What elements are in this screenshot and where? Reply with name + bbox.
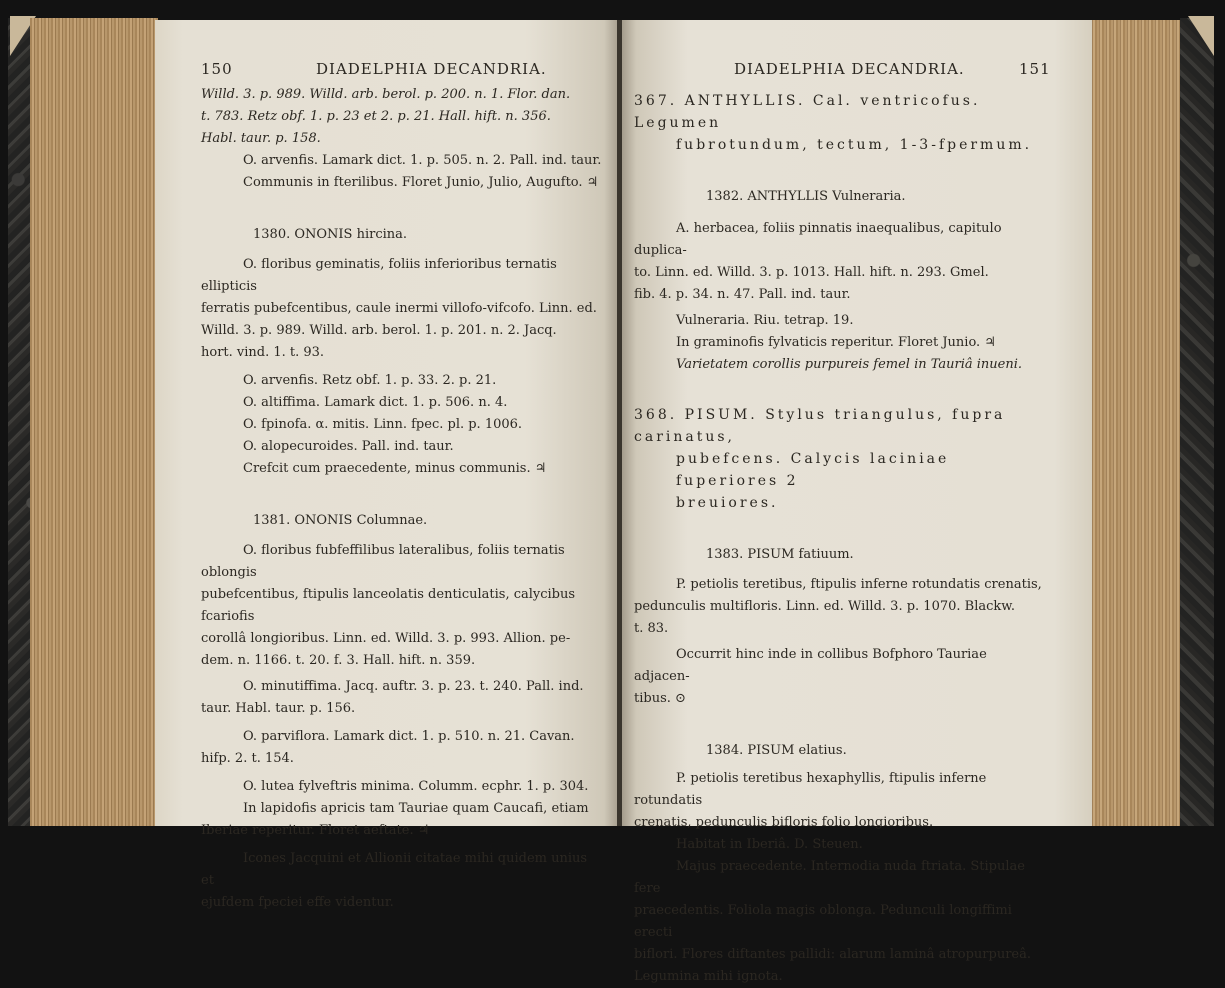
text-line: In lapidofis apricis tam Tauriae quam Caucafi, etiam xyxy=(243,801,589,816)
text-line: breuiores. xyxy=(676,495,779,511)
text-line: t. 783. Retz obf. 1. p. 23 et 2. p. 21. Hall. hift. n. 356. xyxy=(201,109,551,124)
right-page-block xyxy=(1090,20,1180,826)
text-line: O. parviflora. Lamark dict. 1. p. 510. n. 21. Cavan. xyxy=(243,729,575,744)
text-line: crenatis, pedunculis bifloris folio longioribus. xyxy=(634,815,934,830)
text-line: O. arvenfis. Retz obf. 1. p. 33. 2. p. 21. xyxy=(243,373,497,388)
text-line: t. 83. xyxy=(634,621,669,636)
text-line: Communis in fterilibus. Floret Junio, Julio, Augufto. ♃ xyxy=(243,175,599,190)
left-page-header xyxy=(201,58,603,84)
text-line: O. arvenfis. Lamark dict. 1. p. 505. n. 2. Pall. ind. taur. xyxy=(243,153,602,168)
species-heading: 1383. PISUM fatiuum. xyxy=(706,547,854,562)
running-head: DIADELPHIA DECANDRIA. xyxy=(734,60,965,78)
page-number: 150 xyxy=(201,60,233,78)
genus-heading: 368. PISUM. Stylus triangulus, fupra carinatus, xyxy=(634,407,1006,445)
species-heading: 1381. ONONIS Columnae. xyxy=(253,513,428,528)
text-line: O. floribus fubfeffilibus lateralibus, foliis ternatis oblongis xyxy=(201,543,565,580)
text-line: biflori. Flores diftantes pallidi: alarum laminâ atropurpureâ. xyxy=(634,947,1031,962)
text-line: to. Linn. ed. Willd. 3. p. 1013. Hall. hift. n. 293. Gmel. xyxy=(634,265,989,280)
text-line: Crefcit cum praecedente, minus communis. ♃ xyxy=(243,461,547,476)
text-line: Iberiae reperitur. Floret aeftate. ♃ xyxy=(201,823,430,838)
text-line: O. fpinofa. α. mitis. Linn. fpec. pl. p. 1006. xyxy=(243,417,523,432)
running-head: DIADELPHIA DECANDRIA. xyxy=(316,60,547,78)
left-page xyxy=(155,20,618,910)
text-line: P. petiolis teretibus hexaphyllis, ftipulis inferne rotundatis xyxy=(634,771,987,808)
text-line: Icones Jacquini et Allionii citatae mihi quidem unius et xyxy=(201,851,588,888)
right-page xyxy=(622,20,1092,984)
text-line: O. floribus geminatis, foliis inferioribus ternatis ellipticis xyxy=(201,257,557,294)
text-line: pedunculis multifloris. Linn. ed. Willd. 3. p. 1070. Blackw. xyxy=(634,599,1015,614)
right-page-header xyxy=(634,58,1051,84)
text-line: fib. 4. p. 34. n. 47. Pall. ind. taur. xyxy=(634,287,851,302)
text-line: Willd. 3. p. 989. Willd. arb. berol. p. 200. n. 1. Flor. dan. xyxy=(201,87,571,102)
text-line: ferratis pubefcentibus, caule inermi villofo-vifcofo. Linn. ed. xyxy=(201,301,597,316)
text-line: O. minutiffima. Jacq. auftr. 3. p. 23. t. 240. Pall. ind. xyxy=(243,679,584,694)
species-heading: 1380. ONONIS hircina. xyxy=(253,227,408,242)
text-line: taur. Habl. taur. p. 156. xyxy=(201,701,356,716)
text-line: Legumina mihi ignota. xyxy=(634,969,783,984)
text-line: O. lutea fylveftris minima. Columm. ecphr. 1. p. 304. xyxy=(243,779,589,794)
text-line: Habl. taur. p. 158. xyxy=(201,131,321,146)
genus-heading: 367. ANTHYLLIS. Cal. ventricofus. Legumen xyxy=(634,93,981,131)
text-line: pubefcentibus, ftipulis lanceolatis denticulatis, calycibus fcariofis xyxy=(201,587,576,624)
text-line: Vulneraria. Riu. tetrap. 19. xyxy=(676,313,854,328)
text-line: O. alopecuroides. Pall. ind. taur. xyxy=(243,439,454,454)
left-page-block xyxy=(30,18,158,826)
text-line: hort. vind. 1. t. 93. xyxy=(201,345,325,360)
right-cover-edge xyxy=(1180,18,1214,826)
text-line: hifp. 2. t. 154. xyxy=(201,751,294,766)
text-line: pubefcens. Calycis laciniae fuperiores 2 xyxy=(676,451,950,489)
text-line: fubrotundum, tectum, 1-3-fpermum. xyxy=(676,137,1033,153)
page-number: 151 xyxy=(1019,60,1051,78)
species-heading: 1384. PISUM elatius. xyxy=(706,743,847,758)
text-line: dem. n. 1166. t. 20. f. 3. Hall. hift. n. 359. xyxy=(201,653,476,668)
text-line: ejufdem fpeciei effe videntur. xyxy=(201,895,394,910)
text-line: praecedentis. Foliola magis oblonga. Pedunculi longiffimi erecti xyxy=(634,903,1012,940)
text-line: Occurrit hinc inde in collibus Bofphoro Tauriae adjacen- xyxy=(634,647,987,684)
text-line: Habitat in Iberiâ. D. Steuen. xyxy=(676,837,863,852)
text-line: Varietatem corollis purpureis femel in Tauriâ inueni. xyxy=(676,357,1023,372)
text-line: Majus praecedente. Internodia nuda ftriata. Stipulae fere xyxy=(634,859,1025,896)
text-line: In graminofis fylvaticis reperitur. Floret Junio. ♃ xyxy=(676,335,996,350)
text-line: O. altiffima. Lamark dict. 1. p. 506. n. 4. xyxy=(243,395,508,410)
text-line: corollâ longioribus. Linn. ed. Willd. 3. p. 993. Allion. pe- xyxy=(201,631,571,646)
text-line: A. herbacea, foliis pinnatis inaequalibus, capitulo duplica- xyxy=(634,221,1002,258)
species-heading: 1382. ANTHYLLIS Vulneraria. xyxy=(706,189,906,204)
text-line: tibus. ⊙ xyxy=(634,691,686,706)
text-line: Willd. 3. p. 989. Willd. arb. berol. 1. p. 201. n. 2. Jacq. xyxy=(201,323,557,338)
text-line: P. petiolis teretibus, ftipulis inferne rotundatis crenatis, xyxy=(676,577,1042,592)
